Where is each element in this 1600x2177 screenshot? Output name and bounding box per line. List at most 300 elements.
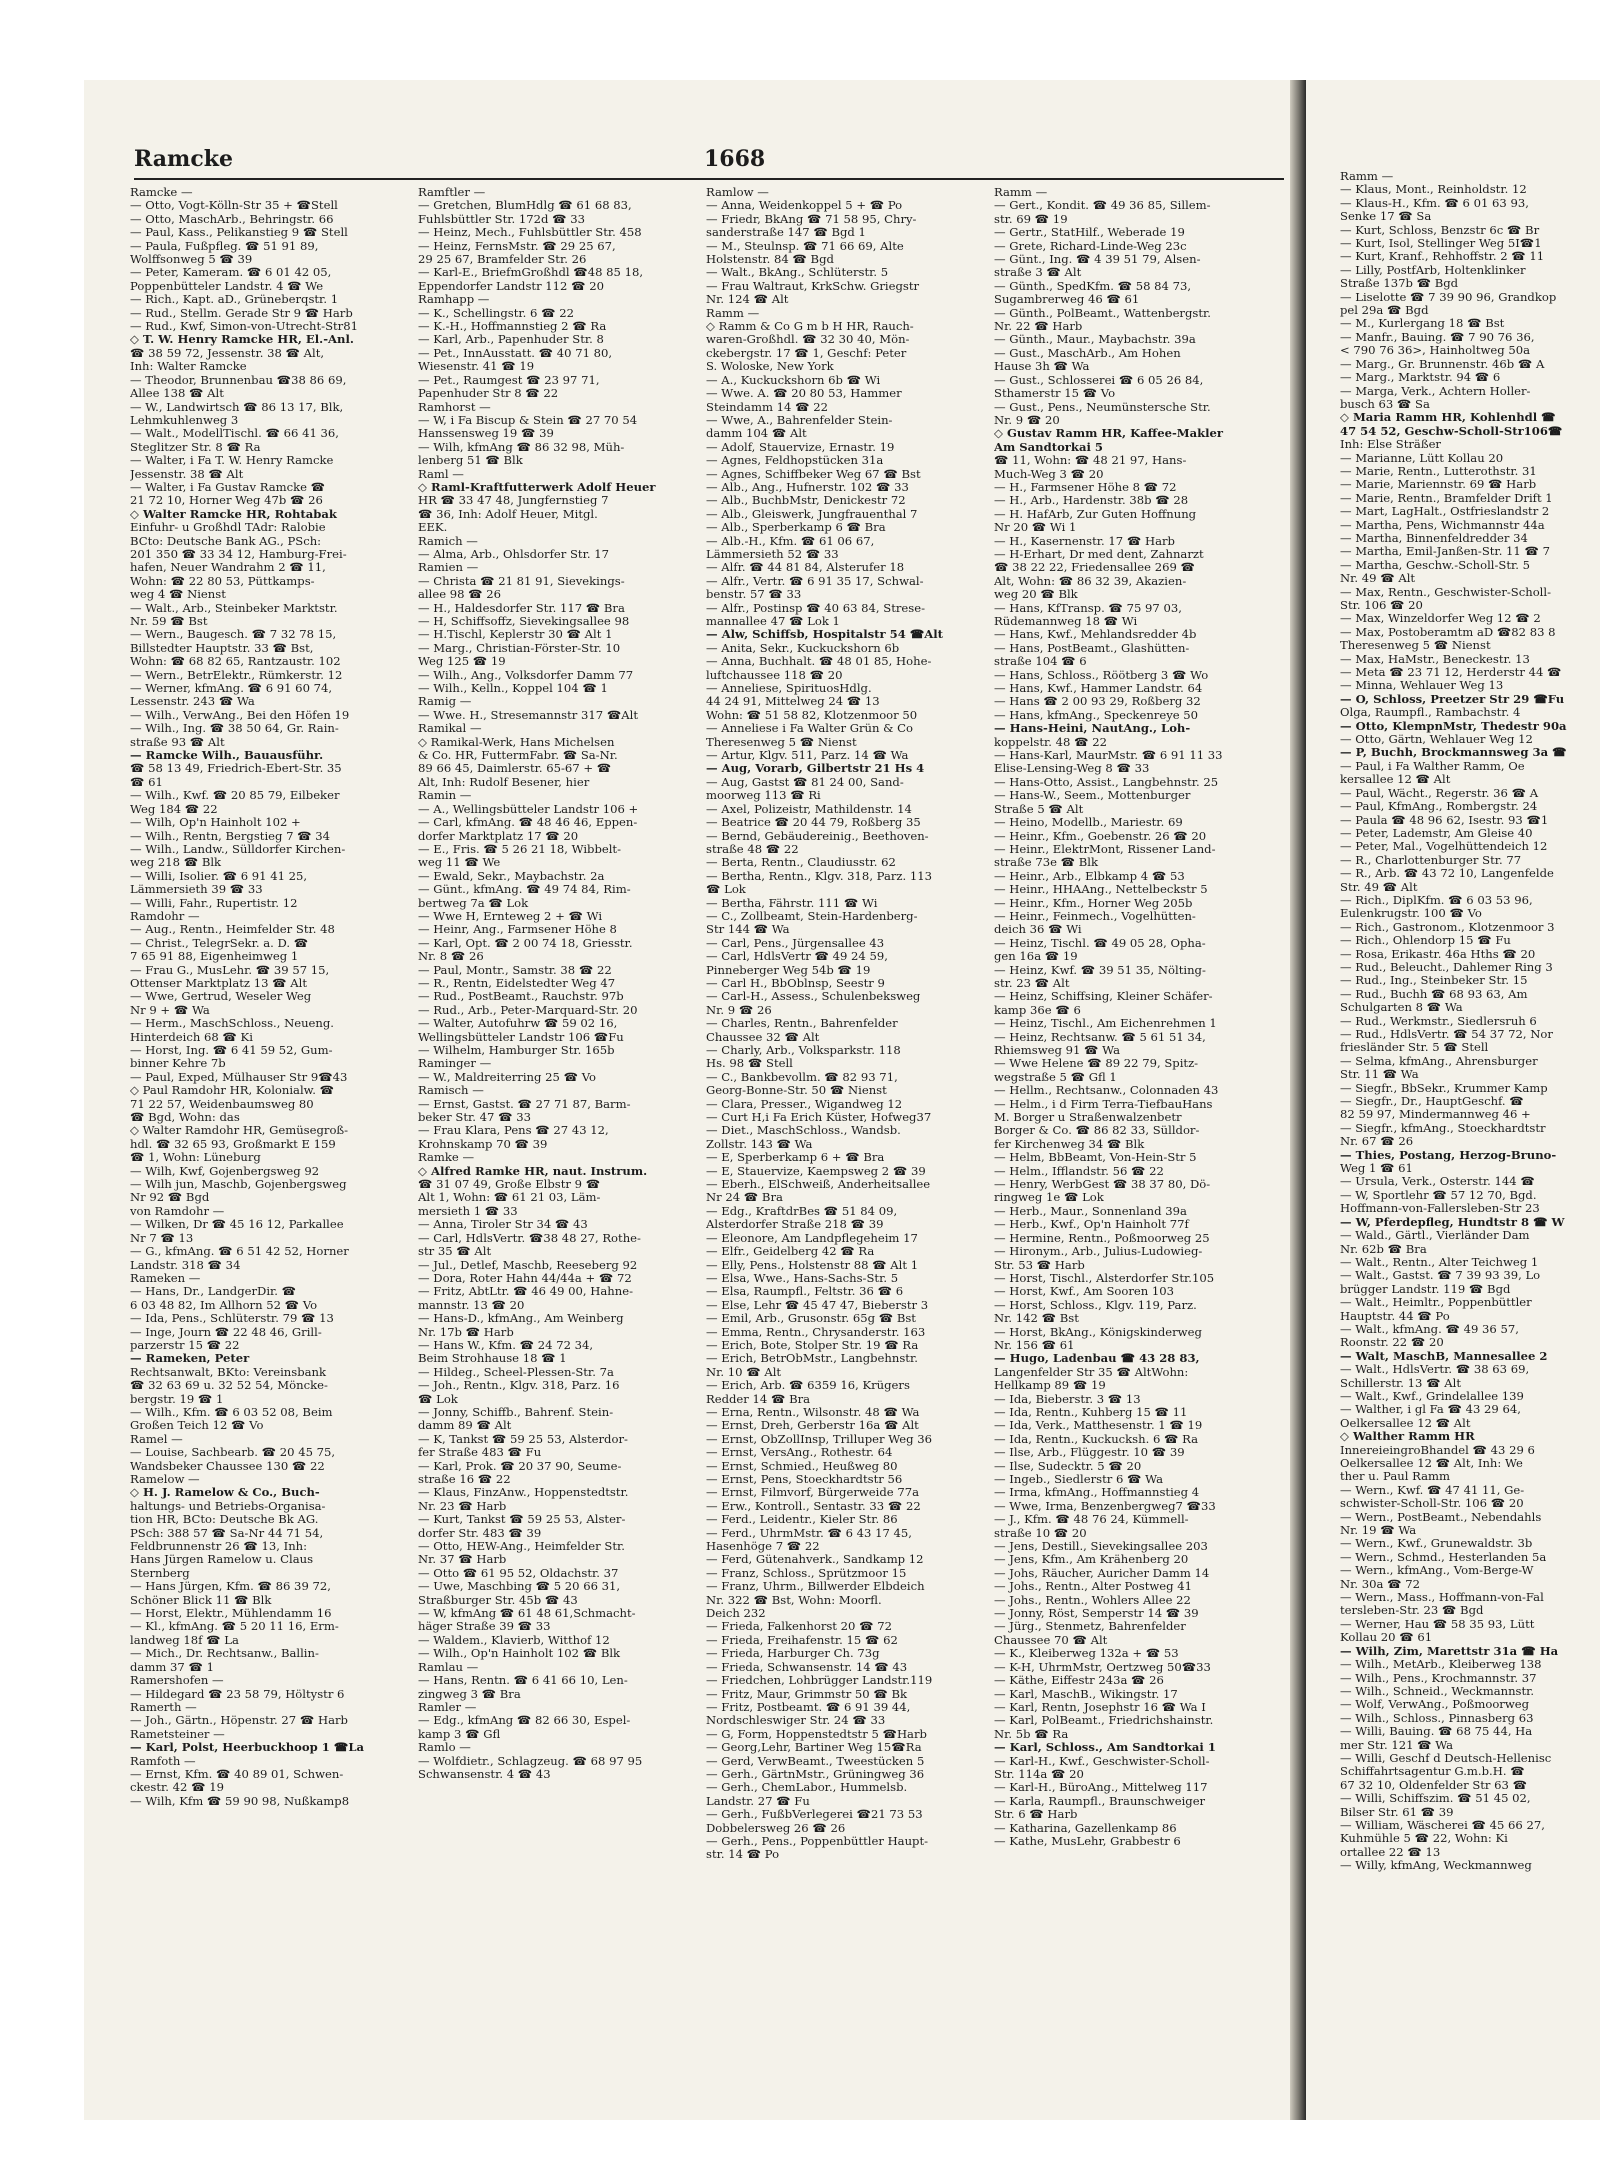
directory-entry: — Frieda, Schwansenstr. 14 ☎ 43 [706, 1659, 908, 1674]
directory-entry: hafen, Neuer Wandrahm 2 ☎ 11, [130, 560, 326, 575]
directory-entry: — Uwe, Maschbing ☎ 5 20 66 31, [418, 1579, 621, 1594]
column-2 [418, 186, 696, 2096]
directory-entry: — Carl, HdlsVertr. ☎38 48 27, Rothe- [418, 1230, 641, 1245]
directory-entry: Steindamm 14 ☎ 22 [706, 399, 828, 414]
directory-entry: — Anneliese i Fa Walter Grün & Co [706, 721, 914, 736]
directory-entry: Nr. 5b ☎ Ra [994, 1726, 1069, 1741]
directory-entry: — Johs, Räucher, Auricher Damm 14 [994, 1565, 1210, 1580]
directory-entry: — Friedchen, Lohbrügger Landstr.119 [706, 1673, 933, 1688]
directory-entry: — Minna, Wehlauer Weg 13 [1340, 678, 1504, 693]
directory-entry: — Ernst, Kfm. ☎ 40 89 01, Schwen- [130, 1766, 344, 1781]
directory-entry: — Ida, Rentn., Kuhberg 15 ☎ 11 [994, 1404, 1188, 1419]
page-number: 1668 [704, 146, 766, 172]
directory-entry: ◇ T. W. Henry Ramcke HR, El.-Anl. [130, 332, 354, 347]
directory-entry: — Hans, Dr., LandgerDir. ☎ [130, 1284, 297, 1299]
directory-entry: — Joh., Gärtn., Höpenstr. 27 ☎ Harb [130, 1713, 348, 1728]
directory-entry: ☎ 38 22 22, Friedensallee 269 ☎ [994, 560, 1195, 575]
directory-entry: — Adolf, Stauervize, Ernastr. 19 [706, 439, 895, 454]
directory-entry: — Christa ☎ 21 81 91, Sievekings- [418, 573, 625, 588]
directory-entry: Nr. 23 ☎ Harb [418, 1498, 507, 1513]
directory-entry: — A., Wellingsbütteler Landstr 106 + [418, 801, 639, 816]
directory-entry: InnereieingroBhandel ☎ 43 29 6 [1340, 1442, 1535, 1457]
directory-entry: — Rosa, Erikastr. 46a Hths ☎ 20 [1340, 946, 1536, 961]
directory-entry: — Inge, Journ ☎ 22 48 46, Grill- [130, 1324, 322, 1339]
directory-entry: — Carl, HdlsVertr ☎ 49 24 59, [706, 949, 888, 964]
directory-entry: ortallee 22 ☎ 13 [1340, 1844, 1441, 1859]
directory-entry: — Wilh., Kfm. ☎ 6 03 52 08, Beim [130, 1404, 333, 1419]
directory-entry: — Hans W., Kfm. ☎ 24 72 34, [418, 1337, 594, 1352]
directory-entry: — Hellm., Rechtsanw., Colonnaden 43 [994, 1083, 1219, 1098]
column-3 [706, 186, 984, 2096]
directory-entry: 44 24 91, Mittelweg 24 ☎ 13 [706, 694, 880, 709]
directory-entry: — Fritz, AbtLtr. ☎ 46 49 00, Hahne- [418, 1284, 634, 1299]
page-header [134, 142, 1284, 180]
directory-entry: Oelkersallee 12 ☎ Alt [1340, 1415, 1471, 1430]
directory-entry: — Wilh., Kwf. ☎ 20 85 79, Eilbeker [130, 788, 340, 803]
directory-entry: — Max, Rentn., Geschwister-Scholl- [1340, 584, 1552, 599]
directory-entry: straße 16 ☎ 22 [418, 1472, 511, 1486]
directory-entry: — Liselotte ☎ 7 39 90 96, Grandkop [1340, 289, 1557, 304]
directory-entry: — Herb., Maur., Sonnenland 39a [994, 1203, 1187, 1218]
directory-entry: — Ramcke Wilh., Bauausführ. [130, 748, 324, 763]
directory-entry: Ramerth — [130, 1699, 197, 1714]
directory-entry: — Edg., kfmAng ☎ 82 66 30, Espel- [418, 1713, 631, 1728]
directory-entry: — Peter, Lademstr, Am Gleise 40 [1340, 825, 1533, 840]
directory-entry: str 35 ☎ Alt [418, 1244, 492, 1259]
directory-entry: — Frau Waltraut, KrkSchw. Griegstr [706, 278, 920, 293]
directory-entry: — Hans-Otto, Assist., Langbehnstr. 25 [994, 774, 1219, 789]
directory-entry: dorfer Str. 483 ☎ 39 [418, 1525, 542, 1540]
directory-entry: Alsterdorfer Straße 218 ☎ 39 [706, 1217, 884, 1232]
directory-entry: — Emil, Arb., Grusonstr. 65g ☎ Bst [706, 1311, 916, 1326]
directory-entry: Rhiemsweg 91 ☎ Wa [994, 1043, 1120, 1057]
directory-entry: — Emma, Rentn., Chrysanderstr. 163 [706, 1324, 926, 1339]
directory-entry: Lessenstr. 243 ☎ Wa [130, 694, 255, 709]
directory-entry: BCto: Deutsche Bank AG., PSch: [130, 533, 322, 548]
directory-entry: — Rud., HdlsVertr. ☎ 54 37 72, Nor [1340, 1027, 1553, 1041]
directory-entry: — Anita, Sekr., Kuckuckshorn 6b [706, 640, 900, 655]
directory-entry: kamp 3 ☎ Gfl [418, 1726, 501, 1741]
directory-entry: — J., Kfm. ☎ 48 76 24, Kümmell- [994, 1512, 1189, 1527]
directory-entry: — Eberh., ElSchweiß, Anderheitsallee [706, 1177, 931, 1192]
directory-entry: — Heinz, Tischl. ☎ 49 05 28, Opha- [994, 935, 1206, 950]
directory-entry: — Günt., Ing. ☎ 4 39 51 79, Alsen- [994, 252, 1201, 267]
directory-entry: ☎ 61 [130, 774, 163, 789]
directory-entry: — Wern., kfmAng., Vom-Berge-W [1340, 1563, 1534, 1578]
directory-entry: Nr. 30a ☎ 72 [1340, 1576, 1421, 1591]
directory-entry: — C., Zollbeamt, Stein-Hardenberg- [706, 908, 918, 923]
directory-entry: — Heinr., HHAAng., Nettelbeckstr 5 [994, 882, 1208, 897]
directory-entry: — Heino, Modellb., Mariestr. 69 [994, 815, 1183, 830]
directory-entry: — Edg., KraftdrBes ☎ 51 84 09, [706, 1203, 898, 1218]
directory-entry: Einfuhr- u Großhdl TAdr: Ralobie [130, 520, 326, 535]
directory-entry: Nr 7 ☎ 13 [130, 1230, 194, 1245]
directory-entry: Nr. 17b ☎ Harb [418, 1324, 514, 1339]
directory-entry: Dobbelersweg 26 ☎ 26 [706, 1820, 846, 1835]
directory-entry: — Günth., Maur., Maybachstr. 39a [994, 332, 1196, 347]
directory-entry: 7 65 91 88, Eigenheimweg 1 [130, 949, 299, 964]
directory-entry: — Alfr. ☎ 44 81 84, Alsterufer 18 [706, 560, 905, 575]
directory-entry: Billstedter Hauptstr. 33 ☎ Bst, [130, 640, 314, 655]
directory-entry: — Charles, Rentn., Bahrenfelder [706, 1016, 898, 1031]
directory-entry: — Carl H., BbOblnsp, Seestr 9 [706, 975, 885, 990]
directory-entry: brügger Landstr. 119 ☎ Bgd [1340, 1281, 1511, 1296]
directory-entry: weg 4 ☎ Nienst [130, 587, 226, 602]
directory-entry: Papenhuder Str 8 ☎ 22 [418, 386, 559, 401]
directory-entry: — H, Schiffsoffz, Sievekingsallee 98 [418, 614, 630, 628]
directory-entry: Hs. 98 ☎ Stell [706, 1056, 793, 1071]
directory-entry: damm 37 ☎ 1 [130, 1659, 214, 1674]
directory-entry: damm 104 ☎ Alt [706, 426, 807, 441]
directory-entry: — Wolfdietr., Schlagzeug. ☎ 68 97 95 [418, 1753, 643, 1768]
directory-entry: — Gust., Pens., Neumünstersche Str. [994, 399, 1211, 414]
directory-entry: — Artur, Klgv. 511, Parz. 14 ☎ Wa [706, 748, 909, 763]
directory-entry: — Heinz, Kwf. ☎ 39 51 35, Nölting- [994, 962, 1206, 977]
directory-entry: — Wern., Baugesch. ☎ 7 32 78 15, [130, 627, 337, 642]
directory-entry: — Hans-Heini, NautAng., Loh- [994, 721, 1191, 736]
directory-entry: — Ernst, Schmied., Heußweg 80 [706, 1458, 898, 1473]
directory-entry: — Hermine, Rentn., Poßmoorweg 25 [994, 1230, 1210, 1245]
directory-entry: Nr 20 ☎ Wi 1 [994, 520, 1077, 535]
facing-page-column [1340, 170, 1600, 2110]
directory-entry: — Ferd, Gütenahverk., Sandkamp 12 [706, 1552, 924, 1567]
column-4 [994, 186, 1272, 2096]
directory-entry: Chaussee 70 ☎ Alt [994, 1632, 1108, 1647]
directory-entry: beker Str. 47 ☎ 33 [418, 1110, 531, 1125]
directory-entry: — Beatrice ☎ 20 44 79, Roßberg 35 [706, 815, 921, 830]
directory-entry: — Wilh, Kwf, Gojenbergsweg 92 [130, 1163, 320, 1178]
directory-entry: Ramfoth — [130, 1753, 196, 1768]
directory-entry: — Peter, Mal., Vogelhüttendeich 12 [1340, 839, 1548, 854]
directory-entry: ☎ 1, Wohn: Lüneburg [130, 1150, 261, 1165]
directory-entry: — Heinr., ElektrMont, Rissener Land- [994, 841, 1216, 856]
directory-entry: — Anna, Tiroler Str 34 ☎ 43 [418, 1217, 588, 1232]
directory-entry: 21 72 10, Horner Weg 47b ☎ 26 [130, 493, 323, 508]
directory-entry: — Ilse, Arb., Flüggestr. 10 ☎ 39 [994, 1445, 1185, 1460]
directory-entry: — Erw., Kontroll., Sentastr. 33 ☎ 22 [706, 1498, 921, 1513]
directory-entry: straße 10 ☎ 20 [994, 1525, 1087, 1540]
directory-entry: — Kurt, Tankst ☎ 59 25 53, Alster- [418, 1512, 626, 1527]
directory-entry: — Walt., Arb., Steinbeker Marktstr. [130, 600, 338, 615]
directory-entry: Raminger — [418, 1056, 492, 1071]
directory-entry: — Rud., Beleucht., Dahlemer Ring 3 [1340, 959, 1553, 974]
directory-entry: — Walt., BkAng., Schlüterstr. 5 [706, 265, 889, 280]
directory-entry: — Rich., Gastronom., Klotzenmoor 3 [1340, 919, 1555, 934]
directory-entry: waren-Großhdl. ☎ 32 30 40, Mön- [706, 332, 910, 347]
directory-entry: Alt, Wohn: ☎ 86 32 39, Akazien- [994, 573, 1187, 588]
directory-entry: — Paula ☎ 48 96 62, Isestr. 93 ☎1 [1340, 812, 1549, 827]
directory-entry: benstr. 57 ☎ 33 [706, 587, 802, 602]
directory-entry: — Agnes, Feldhopstücken 31a [706, 453, 884, 468]
directory-entry: — Hans, KfTransp. ☎ 75 97 03, [994, 600, 1182, 615]
directory-entry: Steglitzer Str. 8 ☎ Ra [130, 439, 261, 454]
directory-entry: — K., Schellingstr. 6 ☎ 22 [418, 305, 574, 320]
directory-entry: — Selma, kfmAng., Ahrensburger [1340, 1053, 1538, 1068]
directory-entry: — H., Farmsener Höhe 8 ☎ 72 [994, 479, 1177, 494]
directory-entry: Ramin — [418, 788, 472, 803]
directory-entry: Zollstr. 143 ☎ Wa [706, 1136, 813, 1151]
directory-entry: — Heinr., Feinmech., Vogelhütten- [994, 908, 1196, 923]
directory-entry: fer Straße 483 ☎ Fu [418, 1445, 542, 1460]
directory-entry: — Wilh., VerwAng., Bei den Höfen 19 [130, 707, 350, 722]
directory-entry: S. Woloske, New York [706, 359, 834, 374]
directory-entry: — Ernst, Pens, Stoeckhardtstr 56 [706, 1472, 903, 1486]
directory-entry: Ramelow — [130, 1472, 200, 1486]
directory-entry: — Marie, Rentn., Lutterothstr. 31 [1340, 463, 1537, 478]
directory-entry: — Aug., Rentn., Heimfelder Str. 48 [130, 922, 335, 937]
directory-entry: — Heinr., Arb., Elbkamp 4 ☎ 53 [994, 868, 1185, 883]
directory-entry: Deich 232 [706, 1606, 766, 1621]
directory-entry: — Pet., Raumgest ☎ 23 97 71, [418, 372, 600, 387]
directory-entry: moorweg 113 ☎ Ri [706, 788, 821, 803]
directory-entry: Schulgarten 8 ☎ Wa [1340, 1000, 1463, 1015]
directory-entry: schwister-Scholl-Str. 106 ☎ 20 [1340, 1496, 1524, 1511]
directory-entry: — Günth., PolBeamt., Wattenbergstr. [994, 305, 1211, 320]
directory-entry: — Heinz, Tischl., Am Eichenrehmen 1 [994, 1016, 1217, 1031]
entry-columns [130, 186, 1286, 2096]
directory-entry: Wohn: ☎ 22 80 53, Püttkamps- [130, 573, 315, 588]
directory-entry: — E, Sperberkamp 6 + ☎ Bra [706, 1150, 885, 1165]
directory-entry: — Frau G., MusLehr. ☎ 39 57 15, [130, 962, 330, 977]
directory-entry: — Willi, Bauing. ☎ 68 75 44, Ha [1340, 1724, 1533, 1739]
directory-entry: — Anneliese, SpirituosHdlg. [706, 681, 872, 696]
directory-entry: — Grete, Richard-Linde-Weg 23c [994, 238, 1187, 253]
directory-entry: — Jürg., Stenmetz, Bahrenfelder [994, 1619, 1186, 1634]
directory-entry: Rüdemannweg 18 ☎ Wi [994, 614, 1138, 628]
directory-entry: Schillerstr. 13 ☎ Alt [1340, 1375, 1461, 1390]
directory-entry: — Günt., kfmAng. ☎ 49 74 84, Rim- [418, 882, 631, 897]
directory-entry: Ramdohr — [130, 908, 200, 923]
directory-entry: Lämmersieth 52 ☎ 33 [706, 546, 839, 561]
directory-entry: — Walther, i gl Fa ☎ 43 29 64, [1340, 1402, 1521, 1417]
directory-entry: — Marie, Rentn., Bramfelder Drift 1 [1340, 490, 1553, 505]
directory-entry: < 790 76 36>, Hainholtweg 50a [1340, 343, 1531, 358]
directory-entry: — Heinr., Kfm., Horner Weg 205b [994, 895, 1193, 910]
directory-entry: — Fritz, Postbeamt. ☎ 6 91 39 44, [706, 1699, 911, 1714]
directory-entry: Ramikal — [418, 721, 482, 736]
directory-entry: — Wilken, Dr ☎ 45 16 12, Parkallee [130, 1217, 344, 1232]
directory-entry: Allee 138 ☎ Alt [130, 386, 224, 401]
directory-entry: — Wilh, Zim, Marettstr 31a ☎ Ha [1340, 1643, 1559, 1658]
directory-entry: Wolffsonweg 5 ☎ 39 [130, 252, 253, 267]
directory-entry: HR ☎ 33 47 48, Jungfernstieg 7 [418, 493, 609, 508]
directory-entry: — Hans, Kwf., Mehlandsredder 4b [994, 627, 1197, 642]
directory-entry: — Otto, KlempnMstr, Thedestr 90a [1340, 718, 1567, 733]
directory-entry: — Frieda, Harburger Ch. 73g [706, 1646, 880, 1661]
directory-entry: 47 54 52, Geschw-Scholl-Str106☎ [1340, 423, 1563, 438]
directory-entry: Großen Teich 12 ☎ Vo [130, 1418, 264, 1433]
directory-entry: Ramien — [418, 560, 479, 575]
directory-entry: — Martha, Binnenfeldredder 34 [1340, 530, 1528, 545]
directory-entry: — Ernst, VersAng., Rothestr. 64 [706, 1445, 893, 1460]
directory-entry: Alt, Inh: Rudolf Besener, hier [418, 774, 590, 789]
directory-entry: — Klaus, Mont., Reinholdstr. 12 [1340, 182, 1527, 197]
directory-entry: — K-H, UhrmMstr, Oertzweg 50☎33 [994, 1659, 1211, 1674]
directory-entry: — Ferd., Leidentr., Kieler Str. 86 [706, 1512, 898, 1527]
directory-entry: Hauptstr. 44 ☎ Po [1340, 1308, 1450, 1323]
directory-entry: Borger & Co. ☎ 86 82 33, Sülldor- [994, 1123, 1200, 1138]
directory-entry: — Curt H,i Fa Erich Küster, Hofweg37 [706, 1110, 932, 1125]
directory-entry: damm 89 ☎ Alt [418, 1418, 512, 1433]
directory-entry: — Gerh., FußbVerlegerei ☎21 73 53 [706, 1807, 923, 1822]
directory-entry: ckebergstr. 17 ☎ 1, Geschf: Peter [706, 345, 907, 360]
directory-entry: Str. 49 ☎ Alt [1340, 879, 1418, 894]
directory-entry: Eppendorfer Landstr 112 ☎ 20 [418, 278, 604, 293]
directory-entry: — Wern., Kwf. ☎ 47 41 11, Ge- [1340, 1482, 1525, 1497]
directory-entry: Str. 6 ☎ Harb [994, 1807, 1078, 1822]
directory-entry: — H.Tischl, Keplerstr 30 ☎ Alt 1 [418, 627, 613, 642]
directory-entry: — Heinz, Rechtsanw. ☎ 5 61 51 34, [994, 1029, 1206, 1044]
directory-entry: — Wern., Schmd., Hesterlanden 5a [1340, 1549, 1547, 1564]
directory-entry: — Wilh, kfmAng ☎ 86 32 98, Müh- [418, 439, 625, 454]
directory-entry: tersleben-Str. 23 ☎ Bgd [1340, 1603, 1484, 1618]
directory-entry: Ramershofen — [130, 1673, 224, 1688]
directory-entry: — W, Sportlehr ☎ 57 12 70, Bgd. [1340, 1187, 1537, 1202]
directory-entry: — Fritz, Maur, Grimmstr 50 ☎ Bk [706, 1686, 908, 1701]
directory-entry: — Karl, Rentn, Josephstr 16 ☎ Wa I [994, 1699, 1206, 1714]
directory-entry: — W., Maldreiterring 25 ☎ Vo [418, 1069, 596, 1084]
directory-entry: — Karl, MaschB., Wikingstr. 17 [994, 1686, 1178, 1701]
directory-entry: — Karl, Opt. ☎ 2 00 74 18, Griesstr. [418, 935, 633, 950]
directory-entry: — Horst, Ing. ☎ 6 41 59 52, Gum- [130, 1043, 333, 1057]
directory-entry: — Hans-Karl, MaurMstr. ☎ 6 91 11 33 [994, 748, 1223, 763]
directory-entry: — Otto, Vogt-Kölln-Str 35 + ☎Stell [130, 198, 338, 213]
directory-entry: Eulenkrugstr. 100 ☎ Vo [1340, 906, 1482, 921]
directory-entry: Alt 1, Wohn: ☎ 61 21 03, Läm- [418, 1190, 601, 1205]
directory-entry: ◇ Raml-Kraftfutterwerk Adolf Heuer [418, 479, 656, 494]
directory-entry: Ramke — [418, 1150, 475, 1165]
directory-entry: — Walt., HdlsVertr. ☎ 38 63 69, [1340, 1362, 1530, 1377]
directory-entry: — Wern., BetrElektr., Rümkerstr. 12 [130, 667, 343, 682]
directory-entry: — Henry, WerbGest ☎ 38 37 80, Dö- [994, 1177, 1211, 1192]
directory-entry: Hause 3h ☎ Wa [994, 359, 1090, 374]
directory-entry: — Waldem., Klavierb, Witthof 12 [418, 1632, 610, 1647]
directory-entry: — Heinz, Schiffsing, Kleiner Schäfer- [994, 989, 1213, 1004]
directory-entry: — Kl., kfmAng. ☎ 5 20 11 16, Erm- [130, 1619, 339, 1634]
directory-entry: — Ernst, Filmvorf, Bürgerweide 77a [706, 1485, 919, 1500]
directory-entry: mannstr. 13 ☎ 20 [418, 1297, 525, 1312]
directory-entry: zingweg 3 ☎ Bra [418, 1686, 521, 1701]
directory-entry: ☎ Lok [418, 1391, 458, 1406]
directory-entry: 71 22 57, Weidenbaumsweg 80 [130, 1096, 314, 1111]
directory-entry: — Dora, Roter Hahn 44/44a + ☎ 72 [418, 1270, 632, 1285]
directory-entry: — Karl, Schloss., Am Sandtorkai 1 [994, 1740, 1216, 1755]
directory-entry: — Rich., DiplKfm. ☎ 6 03 53 96, [1340, 892, 1533, 907]
directory-entry: — Kathe, MusLehr, Grabbestr 6 [994, 1833, 1181, 1848]
directory-entry: — Willi, Geschf d Deutsch-Hellenisc [1340, 1750, 1552, 1765]
directory-entry: straße 93 ☎ Alt [130, 734, 225, 749]
directory-entry: straße 104 ☎ 6 [994, 654, 1087, 669]
directory-entry: — Gertr., StatHilf., Weberade 19 [994, 225, 1185, 240]
directory-entry: — Wilhelm, Hamburger Str. 165b [418, 1043, 615, 1057]
directory-entry: Ramig — [418, 694, 472, 709]
directory-entry: Nr. 62b ☎ Bra [1340, 1241, 1427, 1256]
directory-entry: — Willi, Fahr., Rupertistr. 12 [130, 895, 298, 910]
directory-entry: — W, i Fa Biscup & Stein ☎ 27 70 54 [418, 412, 638, 427]
directory-entry: — Hans Jürgen, Kfm. ☎ 86 39 72, [130, 1579, 331, 1594]
directory-entry: — R., Rentn, Eidelstedter Weg 47 [418, 975, 616, 990]
directory-entry: — Siegfr., Dr., HauptGeschf. ☎ [1340, 1094, 1524, 1109]
directory-entry: Chaussee 32 ☎ Alt [706, 1029, 820, 1044]
directory-entry: — Martha, Geschw.-Scholl-Str. 5 [1340, 557, 1531, 572]
directory-entry: — Bertha, Fährstr. 111 ☎ Wi [706, 895, 878, 910]
directory-entry: — Karl-H., Kwf., Geschwister-Scholl- [994, 1753, 1210, 1768]
directory-entry: — Hans, Kwf., Hammer Landstr. 64 [994, 681, 1203, 696]
directory-entry: — Carl-H., Assess., Schulenbeksweg [706, 989, 921, 1004]
directory-entry: — Ernst, Gastst. ☎ 27 71 87, Barm- [418, 1096, 631, 1111]
directory-entry: — W, Pferdepfleg, Hundtstr 8 ☎ W [1340, 1214, 1565, 1229]
directory-entry: — Wald., Gärtl., Vierländer Dam [1340, 1228, 1530, 1243]
directory-entry: landweg 18f ☎ La [130, 1632, 239, 1647]
directory-entry: — Franz, Uhrm., Billwerder Elbdeich [706, 1579, 925, 1594]
directory-entry: — Klaus, FinzAnw., Hoppenstedtstr. [418, 1485, 629, 1500]
directory-entry: — Erich, BetrObMstr., Langbehnstr. [706, 1351, 918, 1366]
directory-entry: luftchaussee 118 ☎ 20 [706, 667, 843, 682]
directory-entry: — Friedr, BkAng ☎ 71 58 95, Chry- [706, 211, 917, 226]
directory-entry: — Bertha, Rentn., Klgv. 318, Parz. 113 [706, 868, 933, 883]
directory-entry: — Alb., Gleiswerk, Jungfrauenthal 7 [706, 506, 918, 521]
directory-entry: gen 16a ☎ 19 [994, 949, 1078, 964]
directory-entry: EEK. [418, 520, 448, 535]
directory-entry: Krohnskamp 70 ☎ 39 [418, 1136, 548, 1151]
directory-entry: Nr. 67 ☎ 26 [1340, 1134, 1414, 1149]
directory-entry: Nr. 142 ☎ Bst [994, 1311, 1079, 1326]
directory-entry: — Bernd, Gebäudereinig., Beethoven- [706, 828, 929, 843]
directory-entry: Ramlow — [706, 186, 769, 199]
directory-entry: — Horst, Kwf., Am Sooren 103 [994, 1284, 1175, 1299]
directory-entry: — Marg., Gr. Brunnenstr. 46b ☎ A [1340, 356, 1545, 371]
directory-entry: — Wwe, Irma, Benzenbergweg7 ☎33 [994, 1498, 1216, 1513]
directory-entry: Sternberg [130, 1565, 190, 1580]
directory-entry: — Alb., BuchbMstr, Denickestr 72 [706, 493, 906, 508]
directory-entry: — H-Erhart, Dr med dent, Zahnarzt [994, 546, 1204, 561]
directory-entry: Nr. 59 ☎ Bst [130, 614, 208, 628]
directory-entry: — Pet., InnAusstatt. ☎ 40 71 80, [418, 345, 613, 360]
directory-entry: — Paula, Fußpfleg. ☎ 51 91 89, [130, 238, 319, 253]
directory-entry: — Hugo, Ladenbau ☎ 43 28 83, [994, 1351, 1200, 1366]
directory-entry: ckestr. 42 ☎ 19 [130, 1780, 224, 1795]
directory-entry: — Mich., Dr. Rechtsanw., Ballin- [130, 1646, 319, 1661]
directory-entry: — Helm, BbBeamt, Von-Hein-Str 5 [994, 1150, 1197, 1165]
directory-entry: — M., Steulnsp. ☎ 71 66 69, Alte [706, 238, 904, 253]
directory-entry: bergstr. 19 ☎ 1 [130, 1391, 224, 1406]
directory-entry: — Willi, Schiffszim. ☎ 51 45 02, [1340, 1791, 1531, 1806]
directory-entry: ☎ 58 13 49, Friedrich-Ebert-Str. 35 [130, 761, 342, 776]
directory-entry: — Jonny, Schiffb., Bahrenf. Stein- [418, 1404, 614, 1419]
directory-entry: — G., kfmAng. ☎ 6 51 42 52, Horner [130, 1244, 349, 1259]
directory-entry: Pinneberger Weg 54b ☎ 19 [706, 962, 871, 977]
directory-entry: — Alfr., Vertr. ☎ 6 91 35 17, Schwal- [706, 573, 924, 588]
directory-entry: Ramhorst — [418, 399, 491, 414]
directory-entry: — Rich., Kapt. aD., Grüneberqstr. 1 [130, 292, 339, 307]
directory-entry: — Ferd., UhrmMstr. ☎ 6 43 17 45, [706, 1525, 912, 1540]
directory-entry: — A., Kuckuckshorn 6b ☎ Wi [706, 372, 881, 387]
directory-entry: kamp 36e ☎ 6 [994, 1002, 1081, 1017]
directory-entry: ◇ Walter Ramcke HR, Rohtabak [130, 506, 337, 521]
directory-entry: Str 144 ☎ Wa [706, 922, 790, 937]
directory-entry: — Wilh., Landw., Sülldorfer Kirchen- [130, 841, 346, 856]
directory-entry: Nr 92 ☎ Bgd [130, 1190, 210, 1205]
directory-entry: 89 66 45, Daimlerstr. 65-67 + ☎ [418, 761, 612, 776]
directory-entry: — Thies, Postang, Herzog-Bruno- [1340, 1147, 1557, 1162]
directory-entry: PSch: 388 57 ☎ Sa-Nr 44 71 54, [130, 1525, 324, 1540]
directory-entry: ◇ H. J. Ramelow & Co., Buch- [130, 1485, 320, 1500]
directory-entry: — Karl-E., BriefmGroßhdl ☎48 85 18, [418, 265, 644, 280]
directory-entry: Nordschleswiger Str. 24 ☎ 33 [706, 1713, 886, 1728]
directory-entry: — Jens, Kfm., Am Krähenberg 20 [994, 1552, 1189, 1567]
directory-entry: — Hans, Rentn. ☎ 6 41 66 10, Len- [418, 1673, 628, 1688]
directory-entry: Ottenser Marktplatz 13 ☎ Alt [130, 975, 307, 990]
